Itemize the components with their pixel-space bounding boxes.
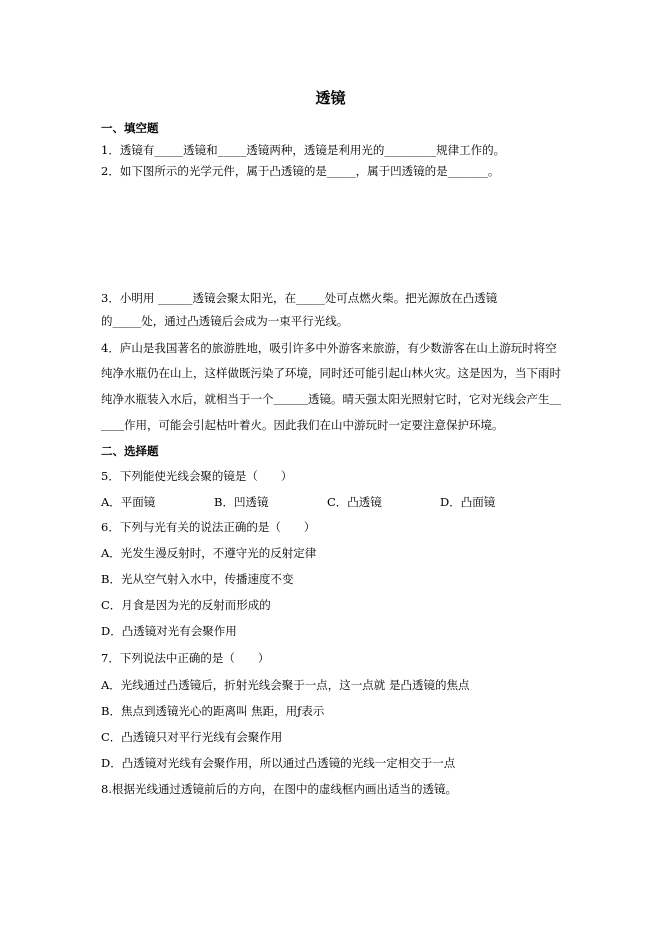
question-3-line-2: 的_____处，通过凸透镜后会成为一束平行光线。: [101, 314, 349, 328]
figure-area: [101, 185, 561, 285]
q7-option-a: A．光线通过凸透镜后，折射光线会聚于一点，这一点就 是凸透镜的焦点: [101, 678, 470, 692]
q5-option-d: D．凸面镜: [440, 495, 496, 509]
question-4-line-2: 纯净水瓶仍在山上，这样做既污染了环境，同时还可能引起山林火灾。这是因为，当下雨时: [101, 366, 561, 380]
q5-option-c: C．凸透镜: [327, 495, 382, 509]
q5-option-b: B．凹透镜: [214, 495, 269, 509]
question-5: 5．下列能使光线会聚的镜是（ ）: [101, 469, 293, 483]
question-4-line-1: 4．庐山是我国著名的旅游胜地，吸引许多中外游客来旅游，有少数游客在山上游玩时将空: [101, 341, 557, 355]
question-4-line-3: 纯净水瓶装入水后，就相当于一个＿＿＿透镜。晴天强太阳光照射它时，它对光线会产生＿: [101, 392, 561, 406]
q5-option-a: A．平面镜: [101, 495, 156, 509]
section-heading-choice: 二、选择题: [101, 444, 159, 458]
q7-option-b: B．焦点到透镜光心的距离叫 焦距，用ƒ表示: [101, 704, 325, 718]
question-1: 1．透镜有_____透镜和_____透镜两种，透镜是利用光的_________规律工作的。: [101, 143, 506, 157]
question-7: 7．下列说法中正确的是（ ）: [101, 651, 270, 665]
q6-option-a: A．光发生漫反射时，不遵守光的反射定律: [101, 546, 317, 560]
section-heading-fill-in: 一、填空题: [101, 121, 159, 135]
page-title: 透镜: [315, 89, 346, 107]
q6-option-b: B．光从空气射入水中，传播速度不变: [101, 572, 294, 586]
question-2: 2．如下图所示的光学元件，属于凸透镜的是_____，属于凹透镜的是_______。: [101, 164, 500, 178]
question-8: 8.根据光线通过透镜前后的方向，在图中的虚线框内画出适当的透镜。: [101, 782, 457, 796]
q7-option-c: C．凸透镜只对平行光线有会聚作用: [101, 730, 283, 744]
q6-option-c: C．月食是因为光的反射而形成的: [101, 598, 271, 612]
q6-option-d: D．凸透镜对光有会聚作用: [101, 624, 237, 638]
question-6: 6．下列与光有关的说法正确的是（ ）: [101, 520, 316, 534]
q7-option-d: D．凸透镜对光线有会聚作用，所以通过凸透镜的光线一定相交于一点: [101, 756, 456, 770]
question-3-line-1: 3．小明用 ______透镜会聚太阳光，在_____处可点燃火柴。把光源放在凸透镜: [101, 291, 498, 305]
question-4-line-4: ＿＿作用，可能会引起枯叶着火。因此我们在山中游玩时一定要注意保护环境。: [101, 418, 504, 432]
